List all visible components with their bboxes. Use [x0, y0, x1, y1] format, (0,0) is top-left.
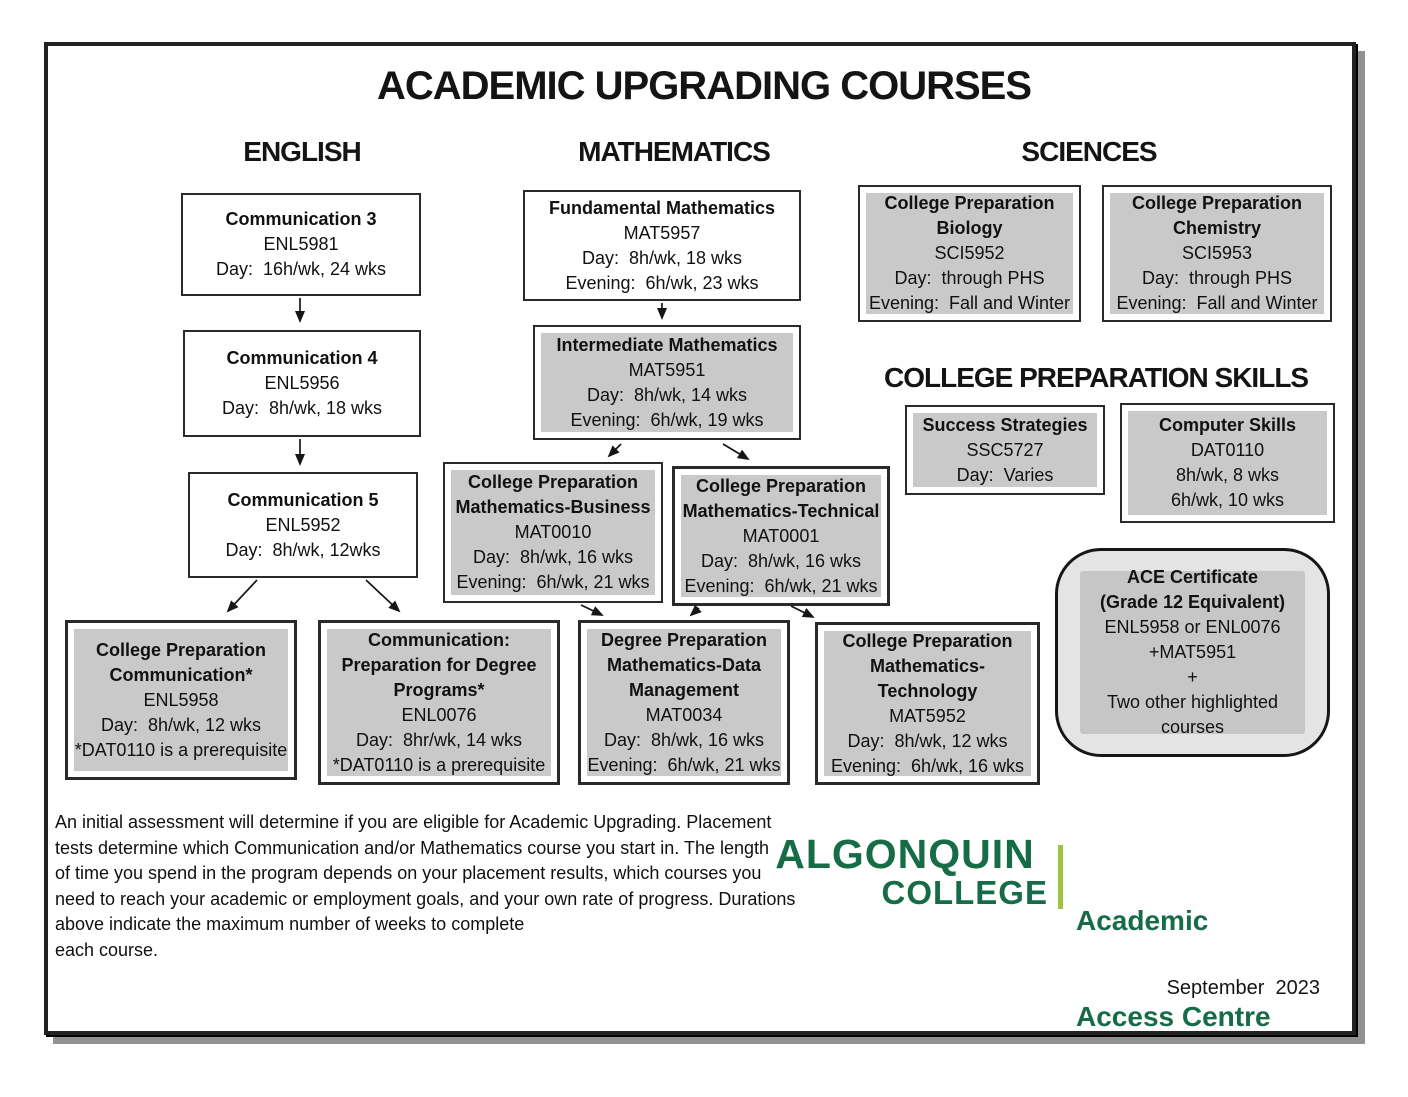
course-title-line: Communication*: [109, 664, 253, 685]
course-schedule-line: Day: 8h/wk, 18 wks: [221, 398, 383, 418]
course-schedule-line: Evening: Fall and Winter: [868, 293, 1071, 313]
assessment-note-paragraph: [55, 810, 796, 963]
course-title-line: Degree Preparation: [600, 629, 768, 650]
course-box-computer-skills: [1120, 403, 1335, 523]
course-schedule-line: Day: 8hr/wk, 14 wks: [355, 729, 523, 750]
section-header-mathematics: MATHEMATICS: [578, 136, 770, 167]
course-schedule-line: Evening: Fall and Winter: [1116, 293, 1318, 313]
course-title-line: Fundamental Mathematics: [548, 197, 776, 218]
course-schedule-line: Day: Varies: [956, 464, 1054, 485]
course-schedule-line: Evening: 6h/wk, 16 wks: [830, 755, 1025, 776]
course-schedule-line: Day: 8h/wk, 16 wks: [700, 550, 862, 571]
course-title-line: Communication 3: [225, 209, 377, 229]
algonquin-college-logo-wordmark: ALGONQUIN: [775, 831, 1035, 877]
publication-date: September 2023: [1166, 977, 1320, 999]
course-box-degree-prep-math-data-management: [578, 620, 790, 785]
course-box-success-strategies: [905, 405, 1105, 495]
course-title-line: Mathematics-Technical: [682, 500, 880, 521]
course-code: ENL5956: [264, 373, 340, 393]
paragraph-line: each course.: [55, 939, 159, 960]
course-code: ENL0076: [401, 704, 477, 725]
ace-requirement-line: Two other highlighted: [1106, 692, 1279, 712]
course-box-intermediate-mathematics: [533, 325, 801, 440]
course-code: SSC5727: [966, 439, 1044, 460]
course-code: SCI5953: [1181, 243, 1253, 263]
page-title: ACADEMIC UPGRADING COURSES: [376, 64, 1032, 108]
course-schedule-line: Day: 8h/wk, 16 wks: [603, 729, 765, 750]
course-title-line: Biology: [936, 218, 1003, 238]
course-code: MAT5957: [623, 222, 701, 243]
course-prerequisite-note: *DAT0110 is a prerequisite: [74, 739, 288, 760]
course-schedule-line: Day: 8h/wk, 18 wks: [581, 247, 743, 268]
course-schedule-line: Day: 8h/wk, 12 wks: [100, 714, 262, 735]
course-schedule-line: Evening: 6h/wk, 21 wks: [456, 572, 650, 592]
course-title-line: College Preparation: [842, 630, 1013, 651]
course-title-line: Management: [628, 679, 740, 700]
course-schedule-line: Day: 8h/wk, 12 wks: [847, 730, 1008, 751]
course-title-line: Mathematics-Data: [606, 654, 762, 675]
course-box-college-prep-chemistry: [1102, 185, 1332, 322]
course-box-communication-prep-degree: [318, 620, 560, 785]
section-header-sciences: SCIENCES: [1021, 136, 1157, 167]
ace-title-line: (Grade 12 Equivalent): [1099, 592, 1286, 612]
course-code: MAT0001: [742, 525, 820, 546]
course-box-communication-4: [183, 330, 421, 437]
course-code: MAT0010: [514, 522, 592, 542]
course-box-college-prep-math-technical: [672, 466, 890, 606]
course-schedule-line: 8h/wk, 8 wks: [1175, 465, 1280, 485]
course-title-line: Programs*: [393, 679, 485, 700]
paragraph-line: of time you spend in the program depends on your placement results, which courses you: [55, 863, 762, 883]
course-schedule-line: Evening: 6h/wk, 21 wks: [684, 575, 878, 596]
course-schedule-line: Day: through PHS: [894, 268, 1045, 288]
course-title-line: Communication:: [368, 629, 510, 650]
ace-requirement-line: +: [1187, 667, 1198, 687]
course-schedule-line: Day: 16h/wk, 24 wks: [215, 259, 387, 279]
course-code: MAT5951: [628, 359, 706, 380]
course-title-line: Preparation for Degree: [341, 654, 537, 675]
course-title-line: Communication 5: [227, 489, 379, 510]
dept-line: Academic: [1076, 905, 1209, 936]
course-code: ENL5958: [143, 689, 219, 710]
ace-requirement-line: ENL5958 or ENL0076: [1104, 617, 1281, 637]
course-schedule-line: Evening: 6h/wk, 23 wks: [565, 272, 759, 293]
section-header-english: ENGLISH: [243, 136, 361, 167]
ace-certificate-box: [1055, 548, 1330, 757]
course-box-college-prep-math-technology: [815, 622, 1040, 785]
course-code: ENL5981: [263, 234, 339, 254]
section-header-college-prep-skills: COLLEGE PREPARATION SKILLS: [884, 362, 1309, 393]
course-title-line: Communication 4: [226, 348, 378, 368]
logo-divider-bar: [1058, 845, 1063, 909]
course-schedule-line: Evening: 6h/wk, 21 wks: [587, 754, 781, 775]
course-schedule-line: Day: 8h/wk, 14 wks: [586, 384, 748, 405]
algonquin-college-logo-college: COLLEGE: [881, 874, 1048, 911]
course-code: ENL5952: [265, 514, 341, 535]
course-schedule-line: Day: 8h/wk, 12wks: [225, 539, 381, 560]
course-title-line: Technology: [877, 680, 978, 701]
course-prerequisite-note: *DAT0110 is a prerequisite: [332, 754, 546, 775]
course-box-college-prep-communication: [65, 620, 297, 780]
course-box-college-prep-biology: [858, 185, 1081, 322]
course-code: SCI5952: [934, 243, 1005, 263]
course-box-communication-3: [181, 193, 421, 296]
course-schedule-line: 6h/wk, 10 wks: [1170, 490, 1285, 510]
course-title-line: Chemistry: [1172, 218, 1262, 238]
paragraph-line: need to reach your academic or employment goals, and your own rate of progress. Durations: [55, 888, 796, 909]
paragraph-line: An initial assessment will determine if you are eligible for Academic Upgrading. Placement: [55, 812, 772, 832]
course-code: DAT0110: [1190, 440, 1265, 460]
course-title-line: Intermediate Mathematics: [556, 334, 778, 355]
course-title-line: College Preparation: [467, 472, 639, 492]
course-box-fundamental-mathematics: [523, 190, 801, 301]
course-code: MAT5952: [889, 705, 966, 726]
dept-line: Access Centre: [1076, 1001, 1271, 1032]
course-title-line: College Preparation: [884, 193, 1055, 213]
course-schedule-line: Day: through PHS: [1141, 268, 1293, 288]
course-title-line: Success Strategies: [922, 414, 1088, 435]
course-title-line: Computer Skills: [1158, 415, 1297, 435]
course-box-communication-5: [188, 472, 418, 578]
course-title-line: Mathematics-Business: [455, 497, 651, 517]
course-title-line: College Preparation: [1131, 193, 1303, 213]
course-schedule-line: Evening: 6h/wk, 19 wks: [570, 409, 764, 430]
academic-access-centre-label: [1076, 841, 1271, 1097]
ace-requirement-line: courses: [1160, 717, 1225, 737]
course-box-college-prep-math-business: [443, 462, 663, 603]
paragraph-line: above indicate the maximum number of weeks to complete: [55, 914, 525, 934]
ace-requirement-line: +MAT5951: [1148, 642, 1237, 662]
paragraph-line: tests determine which Communication and/or Mathematics course you start in. The length: [55, 837, 770, 858]
course-code: MAT0034: [645, 704, 723, 725]
course-title-line: College Preparation: [95, 639, 267, 660]
ace-title-line: ACE Certificate: [1126, 567, 1259, 587]
course-title-line: Mathematics-: [869, 655, 986, 676]
course-schedule-line: Day: 8h/wk, 16 wks: [472, 547, 634, 567]
course-title-line: College Preparation: [695, 475, 867, 496]
